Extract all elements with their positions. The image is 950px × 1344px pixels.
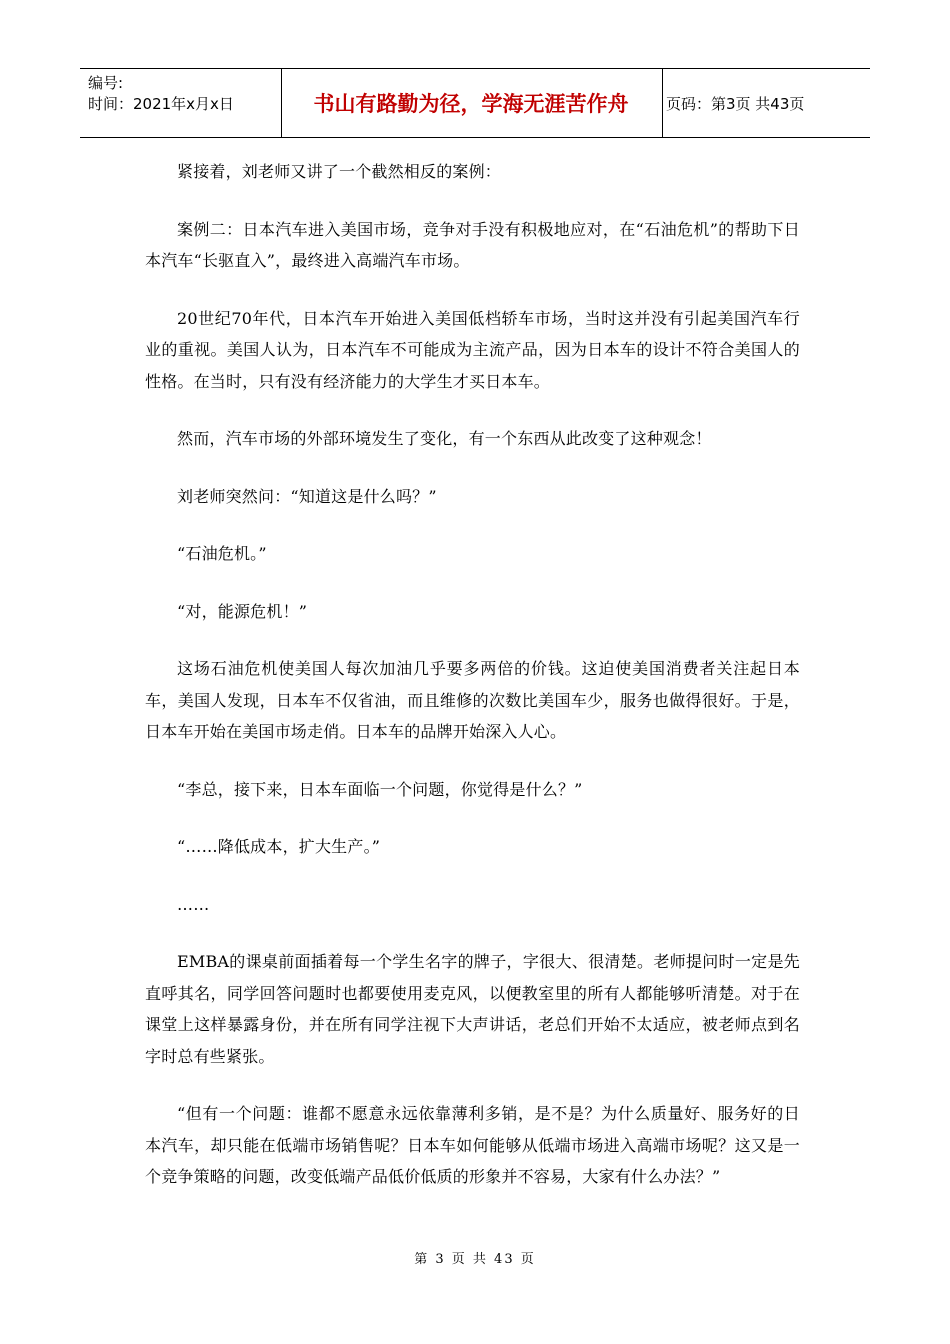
header-meta <box>88 73 283 115</box>
header-page-info: 页码：第3页 共43页 <box>666 94 805 113</box>
header-motto: 书山有路勤为径，学海无涯苦作舟 <box>313 92 629 116</box>
paragraph: 这场石油危机使美国人每次加油几乎要多两倍的价钱。这迫使美国消费者关注起日本车，美国人发现，日本车不仅省油，而且维修的次数比美国车少，服务也做得很好。于是，日本车开始在美国市场走俏。日本车的品牌开始深入人心。 <box>145 659 800 741</box>
paragraph: EMBA的课桌前面插着每一个学生名字的牌子，字很大、很清楚。老师提问时一定是先直呼其名，同学回答问题时也都要使用麦克风，以便教室里的所有人都能够听清楚。对于在课堂上这样暴露身份，并在所有同学注视下大声讲话，老总们开始不太适应，被老师点到名字时总有些紧张。 <box>145 952 800 1066</box>
paragraph: 紧接着，刘老师又讲了一个截然相反的案例： <box>177 162 502 181</box>
paragraph: “……降低成本，扩大生产。” <box>177 837 381 856</box>
page-header <box>80 68 870 138</box>
paragraph: 刘老师突然问：“知道这是什么吗？” <box>177 486 437 506</box>
page-footer: 第 3 页 共 43 页 <box>414 1252 536 1267</box>
number-label: 编号: <box>88 74 124 92</box>
paragraph: 案例二：日本汽车进入美国市场，竞争对手没有积极地应对，在“石油危机”的帮助下日本汽车“长驱直入”，最终进入高端汽车市场。 <box>145 219 800 270</box>
paragraph: 20世纪70年代，日本汽车开始进入美国低档轿车市场，当时这并没有引起美国汽车行业的重视。美国人认为，日本汽车不可能成为主流产品，因为日本车的设计不符合美国人的性格。在当时，只有没有经济能力的大学生才买日本车。 <box>145 308 800 391</box>
paragraph: …… <box>177 894 210 914</box>
paragraph: 然而，汽车市场的外部环境发生了变化，有一个东西从此改变了这种观念！ <box>177 429 712 448</box>
header-divider <box>662 69 663 137</box>
paragraph: “对，能源危机！” <box>177 601 308 621</box>
paragraph: “但有一个问题：谁都不愿意永远依靠薄利多销，是不是？为什么质量好、服务好的日本汽车，却只能在低端市场销售呢？日本车如何能够从低端市场进入高端市场呢？这又是一个竞争策略的问题，改变低端产品低价低质的形象并不容易，大家有什么办法？” <box>145 1104 800 1186</box>
document-body <box>145 156 800 1219</box>
paragraph: “石油危机。” <box>177 544 267 563</box>
time-label: 时间：2021年x月x日 <box>88 95 234 113</box>
paragraph: “李总，接下来，日本车面临一个问题，你觉得是什么？” <box>177 779 583 799</box>
